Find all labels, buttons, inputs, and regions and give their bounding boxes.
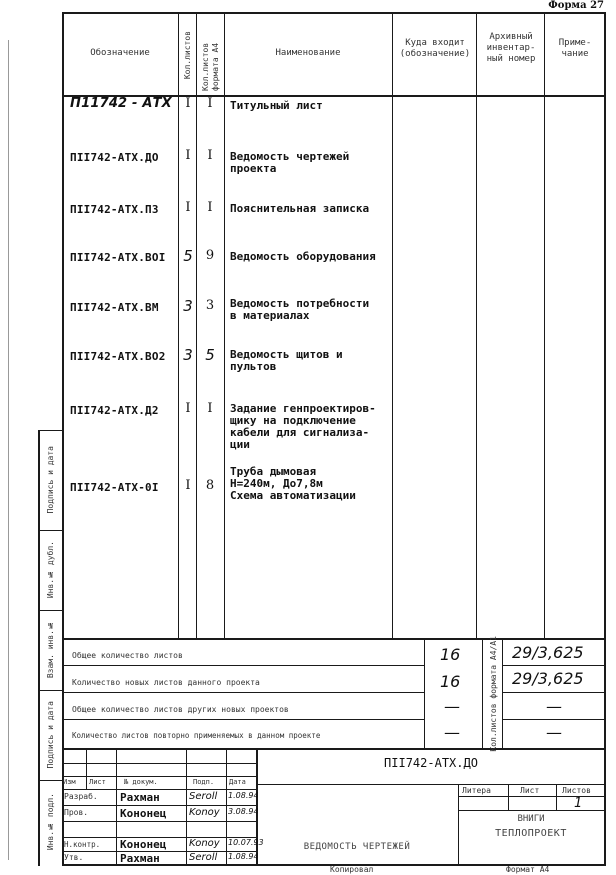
stamp-person-name: Кононец <box>120 807 167 820</box>
totals-side-label-text: Кол.листов формата А4/А1 <box>488 636 498 752</box>
total-a4-value: 29/3,625 <box>512 643 584 662</box>
stamp-role: Н.контр. <box>64 840 101 849</box>
side-label: Подпись и дата <box>45 701 55 769</box>
total-a4-value: — <box>546 697 562 716</box>
stamp-sheet-label: Лист <box>520 786 540 795</box>
org-name-1: ВНИГИ <box>517 814 545 824</box>
header-archive-number: Архивный инвентар- ный номер <box>486 32 536 64</box>
table-row-name: Титульный лист <box>230 99 323 112</box>
stamp-role: Утв. <box>64 853 84 862</box>
stamp-date: 10.07.93 <box>228 838 264 847</box>
table-row-name: Ведомость чертежей проекта <box>230 150 350 175</box>
table-row-sheets-a4: 9 <box>205 248 215 263</box>
total-a4-value: 29/3,625 <box>512 669 584 688</box>
total-a4-value: — <box>546 723 562 742</box>
table-row-sheets: I <box>185 401 191 416</box>
table-row-sheets-a4: 5 <box>205 346 215 364</box>
table-row-sheets-a4: I <box>207 148 213 163</box>
total-value: 16 <box>440 645 461 664</box>
table-row-sheets-a4: I <box>207 96 213 111</box>
table-row-sheets-a4: 3 <box>205 298 215 313</box>
header-note: Приме- чание <box>558 38 592 59</box>
table-row-sheets: I <box>185 478 191 493</box>
header-sheet-count-a4 <box>197 16 224 94</box>
stamp-signature: Konoy <box>189 807 220 818</box>
stamp-col-label: Дата <box>229 778 246 786</box>
stamp-date: 3.08.94 <box>228 807 259 816</box>
header-sheet-count-a4-text: Кол.листов формата А4 <box>200 42 220 91</box>
stamp-role: Пров. <box>64 808 89 817</box>
stamp-litera-label: Литера <box>462 786 491 795</box>
totals-side-label <box>484 636 502 752</box>
stamp-person-name: Рахман <box>120 791 160 804</box>
table-row-name: Пояснительная записка <box>230 202 370 215</box>
stamp-signature: Konoy <box>189 838 220 849</box>
table-row-sheets: I <box>185 96 191 111</box>
header-sheet-count <box>179 16 196 94</box>
table-row-code: ПII742-АТХ.ПЗ <box>70 203 159 216</box>
table-row-sheets: I <box>185 148 191 163</box>
side-label: Инв.№ дубл. <box>45 541 55 599</box>
header-sheet-count-text: Кол.листов <box>183 30 192 80</box>
total-label: Количество листов повторно применяемых в данном проекте <box>72 731 321 740</box>
table-row-name: Ведомость оборудования <box>230 250 376 263</box>
table-row-name: Труба дымовая Н=240м, До7,8м Схема автоматизации <box>230 465 356 502</box>
header-designation: Обозначение <box>90 48 150 58</box>
table-row-sheets: 5 <box>183 247 193 265</box>
stamp-person-name: Рахман <box>120 852 160 865</box>
table-row-sheets: 3 <box>183 297 193 315</box>
table-row-code: ПII742-АТХ.ВО2 <box>70 350 166 363</box>
table-row-code: ПII742-АТХ.Д2 <box>70 404 159 417</box>
stamp-col-label: Изм <box>63 778 76 786</box>
header-where-included: Куда входит (обозначение) <box>399 38 471 59</box>
table-row-name: Задание генпроектиров- щику на подключение кабели для сигнализа- ции <box>230 402 376 451</box>
table-row-code: ПII742-АТХ.ВОI <box>70 251 166 264</box>
stamp-sheets-label: Листов <box>562 786 591 795</box>
table-row-sheets: I <box>185 200 191 215</box>
form-number-label: Форма 27 <box>548 0 604 11</box>
table-row-name: Ведомость щитов и пультов <box>230 348 343 373</box>
total-value: 16 <box>440 672 461 691</box>
total-label: Количество новых листов данного проекта <box>72 678 260 687</box>
stamp-signature: Seroll <box>189 852 218 863</box>
total-label: Общее количество листов <box>72 651 183 660</box>
table-row-code: П11742 - АТХ <box>70 96 172 111</box>
table-row-sheets-a4: I <box>207 200 213 215</box>
org-name-2: ТЕПЛОПРОЕКТ <box>495 828 567 839</box>
stamp-sheets-value: 1 <box>574 796 583 811</box>
stamp-role: Разраб. <box>64 792 98 801</box>
table-row-name: Ведомость потребности в материалах <box>230 297 370 322</box>
total-value: — <box>444 723 460 742</box>
side-label: Подпись и дата <box>45 446 55 514</box>
footer-copied: Копировал <box>330 865 374 874</box>
table-row-code: ПII742-АТХ.ДО <box>70 151 159 164</box>
header-name: Наименование <box>275 48 341 58</box>
stamp-col-label: № докум. <box>124 778 158 786</box>
total-value: — <box>444 697 460 716</box>
table-row-sheets-a4: I <box>207 401 213 416</box>
table-row-code: ПII742-АТХ.ВМ <box>70 301 159 314</box>
stamp-person-name: Кононец <box>120 838 167 851</box>
total-label: Общее количество листов других новых проектов <box>72 705 289 714</box>
stamp-signature: Seroll <box>189 791 218 802</box>
table-row-code: ПII742-АТХ-0I <box>70 481 159 494</box>
stamp-date: 1.08.94 <box>228 852 259 861</box>
doc-code: ПII742-АТХ.ДО <box>384 756 478 770</box>
stamp-col-label: Лист <box>89 778 106 786</box>
stamp-date: 1.08.94 <box>228 791 259 800</box>
table-row-sheets: 3 <box>183 346 193 364</box>
footer-format: Формат А4 <box>506 865 550 874</box>
doc-title: ВЕДОМОСТЬ ЧЕРТЕЖЕЙ <box>303 842 411 852</box>
side-label: Инв.№ подл. <box>45 793 55 851</box>
stamp-col-label: Подп. <box>193 778 215 786</box>
table-row-sheets-a4: 8 <box>205 478 215 493</box>
side-label: Взам. инв.№ <box>45 621 55 679</box>
